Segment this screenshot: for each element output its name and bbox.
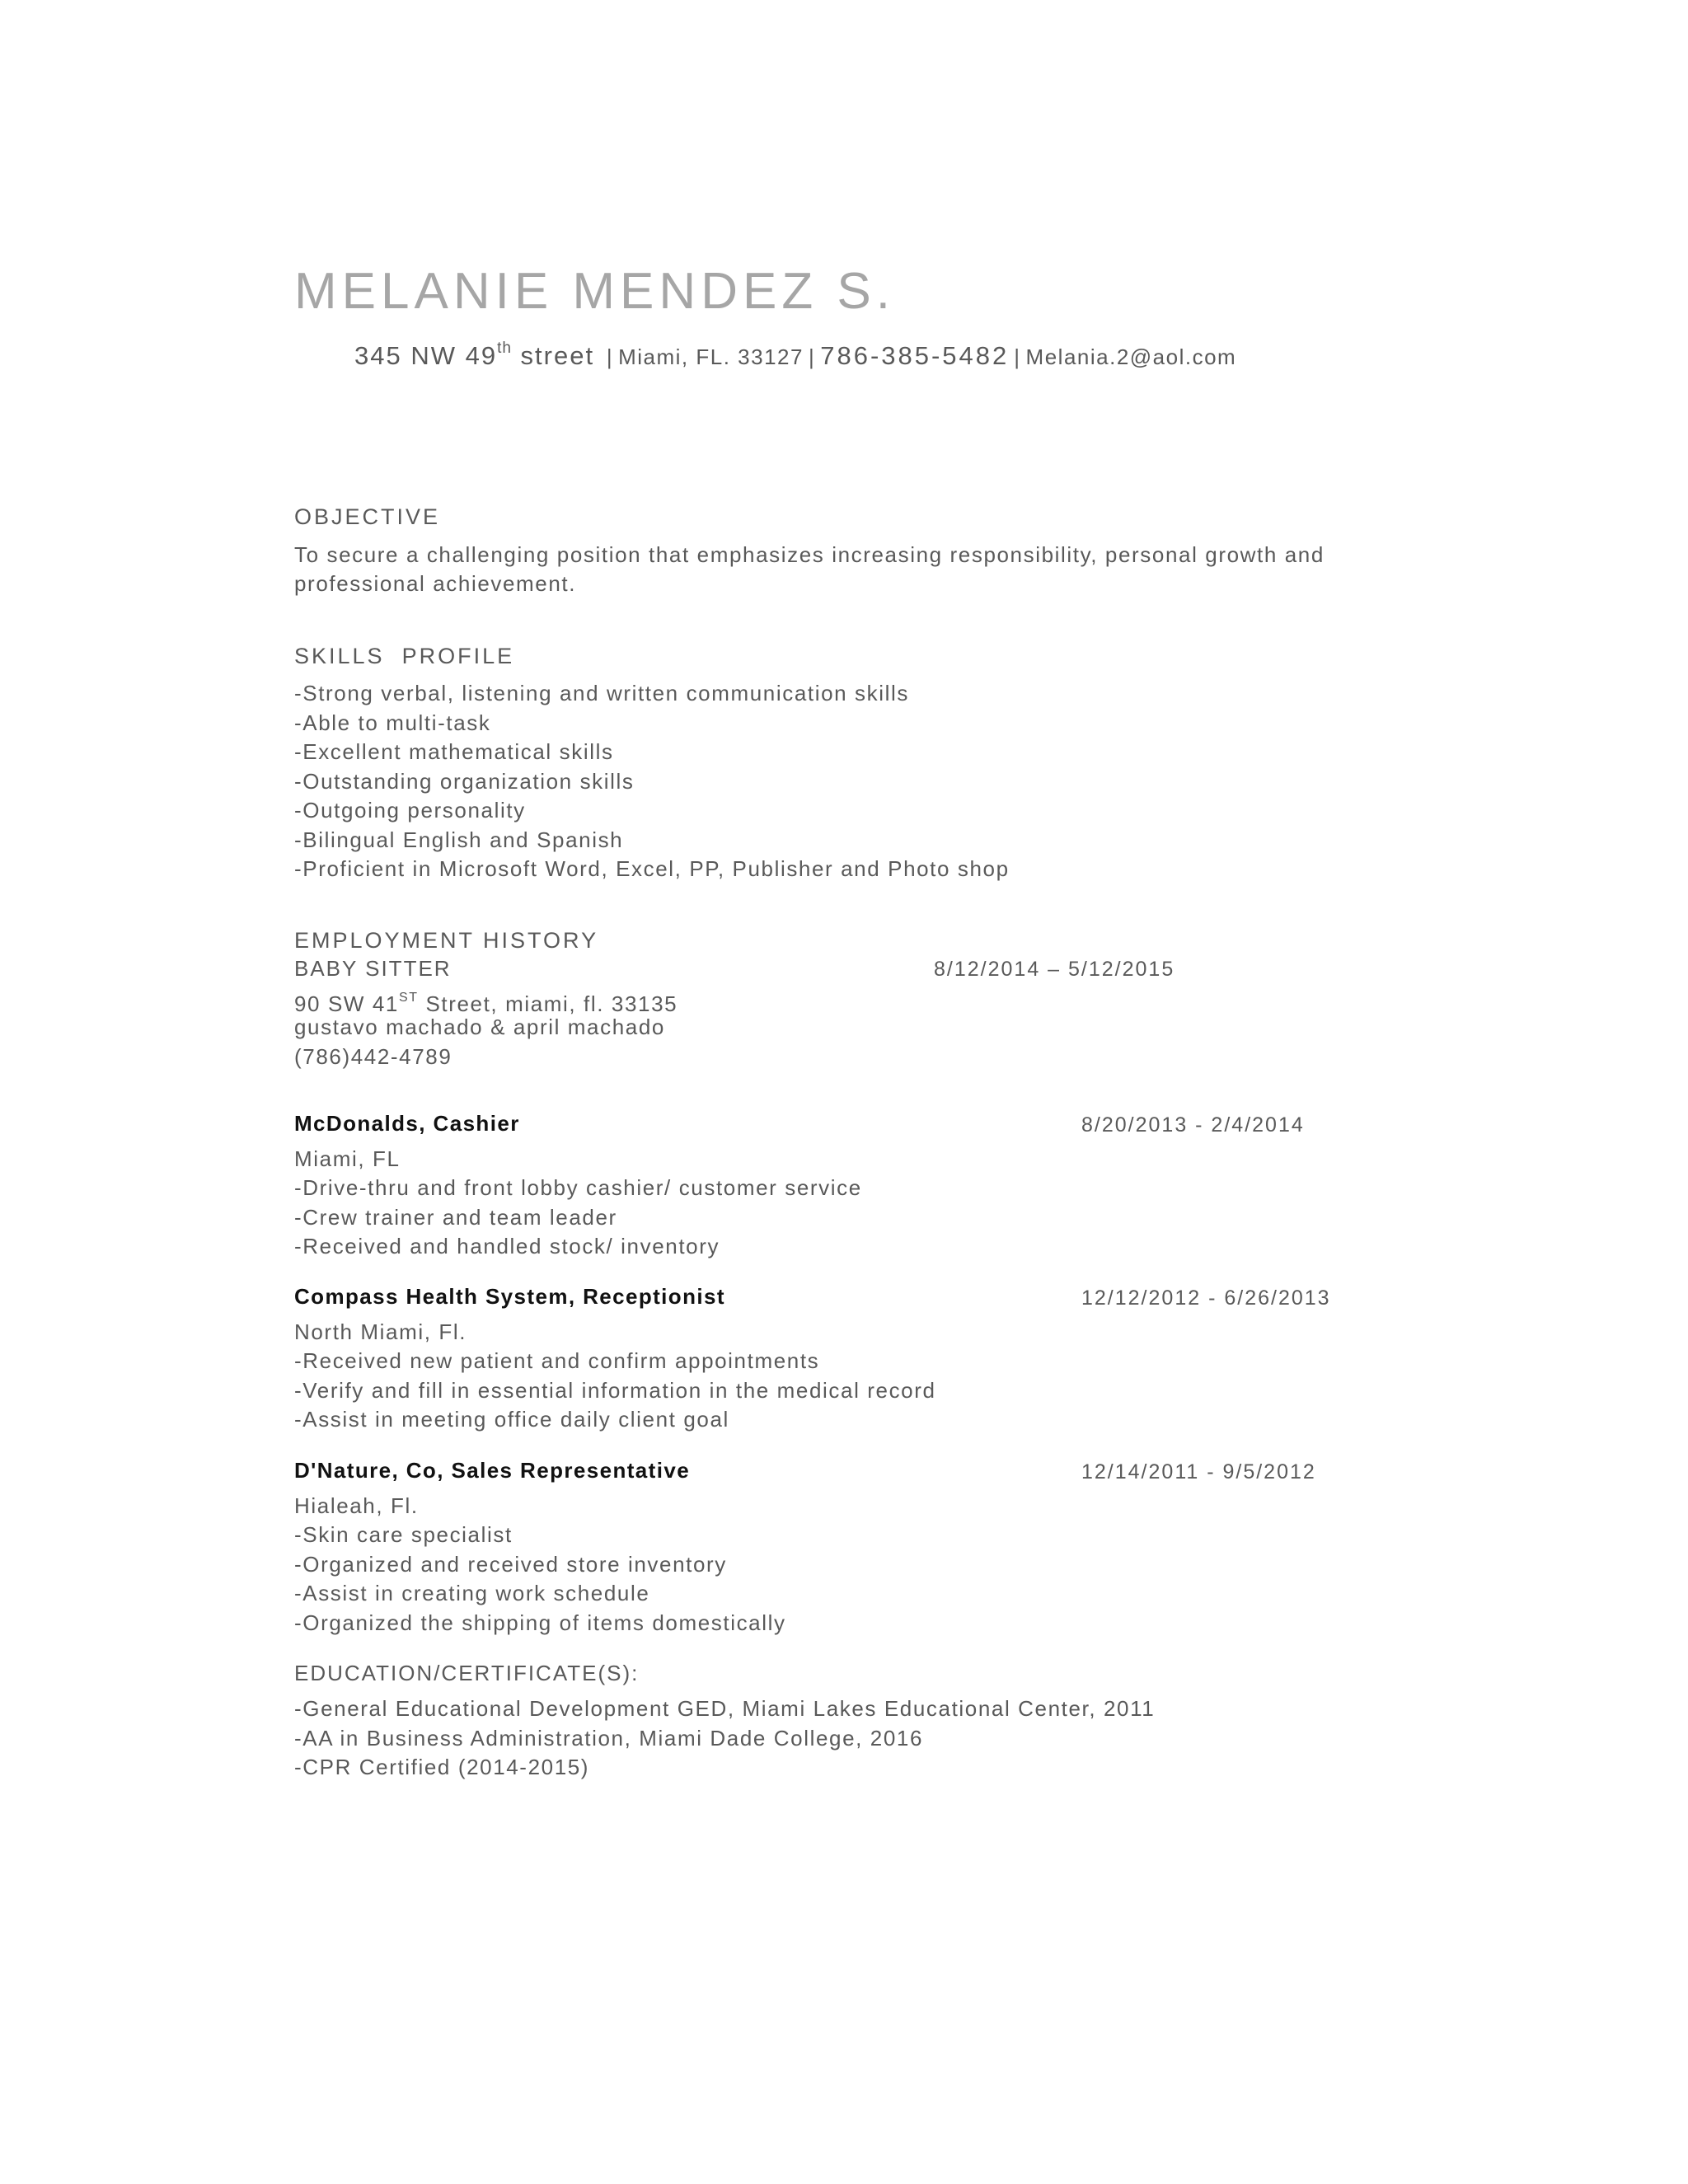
email-address: Melania.2@aol.com [1025, 344, 1237, 369]
job-dates: 12/14/2011 - 9/5/2012 [1081, 1460, 1316, 1483]
babysitter-dates: 8/12/2014 – 5/12/2015 [934, 958, 1175, 981]
duty-item: -Assist in creating work schedule [294, 1581, 650, 1605]
education-item: -General Educational Development GED, Miami Lakes Educational Center, 2011 [294, 1696, 1156, 1721]
babysitter-names: gustavo machado & april machado [294, 1015, 665, 1039]
duty-item: -Assist in meeting office daily client goal [294, 1407, 729, 1432]
duty-item: -Organized and received store inventory [294, 1551, 727, 1577]
objective-heading: OBJECTIVE [294, 504, 441, 529]
street-address [354, 340, 594, 371]
babysitter-address-number: 90 SW 41 [294, 991, 399, 1016]
skill-item: -Bilingual English and Spanish [294, 827, 624, 852]
duty-item: -Received and handled stock/ inventory [294, 1234, 720, 1258]
job-duties [294, 1174, 862, 1262]
city-state-zip: Miami, FL. 33127 [618, 344, 804, 369]
job-dates: 12/12/2012 - 6/26/2013 [1081, 1286, 1331, 1310]
employment-heading: EMPLOYMENT HISTORY [294, 928, 599, 953]
job-duties [294, 1521, 786, 1638]
skill-item: -Strong verbal, listening and written communication skills [294, 681, 909, 705]
applicant-name: MELANIE MENDEZ S. [294, 263, 895, 320]
job-location: North Miami, Fl. [294, 1319, 467, 1344]
skills-list [294, 679, 1010, 884]
phone-number: 786-385-5482 [820, 341, 1010, 370]
duty-item: -Skin care specialist [294, 1522, 513, 1547]
separator: | [808, 344, 816, 369]
separator: | [599, 344, 614, 369]
duty-item: -Organized the shipping of items domestically [294, 1610, 786, 1635]
skill-item: -Excellent mathematical skills [294, 739, 614, 764]
job-duties [294, 1347, 936, 1435]
education-item: -CPR Certified (2014-2015) [294, 1755, 590, 1779]
job-title: Compass Health System, Receptionist [294, 1284, 725, 1309]
street-address-name: street [511, 341, 595, 370]
job-title: McDonalds, Cashier [294, 1111, 520, 1136]
babysitter-title: BABY SITTER [294, 956, 452, 981]
babysitter-phone: (786)442-4789 [294, 1044, 452, 1069]
job-dates: 8/20/2013 - 2/4/2014 [1081, 1113, 1305, 1137]
skill-item: -Proficient in Microsoft Word, Excel, PP, Publisher and Photo shop [294, 856, 1010, 881]
job-title: D'Nature, Co, Sales Representative [294, 1458, 691, 1483]
job-location: Miami, FL [294, 1146, 401, 1171]
duty-item: -Verify and fill in essential information in the medical record [294, 1377, 936, 1403]
street-address-number: 345 NW 49 [354, 341, 498, 370]
duty-item: -Crew trainer and team leader [294, 1204, 617, 1230]
skills-heading: SKILLS PROFILE [294, 644, 515, 668]
babysitter-address-ordinal: ST [398, 991, 419, 1005]
skill-item: -Outgoing personality [294, 798, 526, 823]
skill-item: -Able to multi-task [294, 710, 491, 735]
separator: | [1014, 344, 1021, 369]
contact-line [354, 340, 1236, 371]
street-address-ordinal: th [497, 340, 512, 357]
objective-line-1: To secure a challenging position that emphasizes increasing responsibility, personal growth and [294, 542, 1325, 567]
skill-item: -Outstanding organization skills [294, 768, 635, 794]
objective-line-2: professional achievement. [294, 571, 577, 596]
babysitter-address-name: Street, miami, fl. 33135 [418, 991, 678, 1016]
education-heading: EDUCATION/CERTIFICATE(S): [294, 1661, 640, 1685]
duty-item: -Received new patient and confirm appointments [294, 1348, 820, 1373]
education-list [294, 1694, 1155, 1783]
education-item: -AA in Business Administration, Miami Dade College, 2016 [294, 1725, 924, 1750]
job-location: Hialeah, Fl. [294, 1493, 419, 1518]
duty-item: -Drive-thru and front lobby cashier/ customer service [294, 1175, 862, 1200]
